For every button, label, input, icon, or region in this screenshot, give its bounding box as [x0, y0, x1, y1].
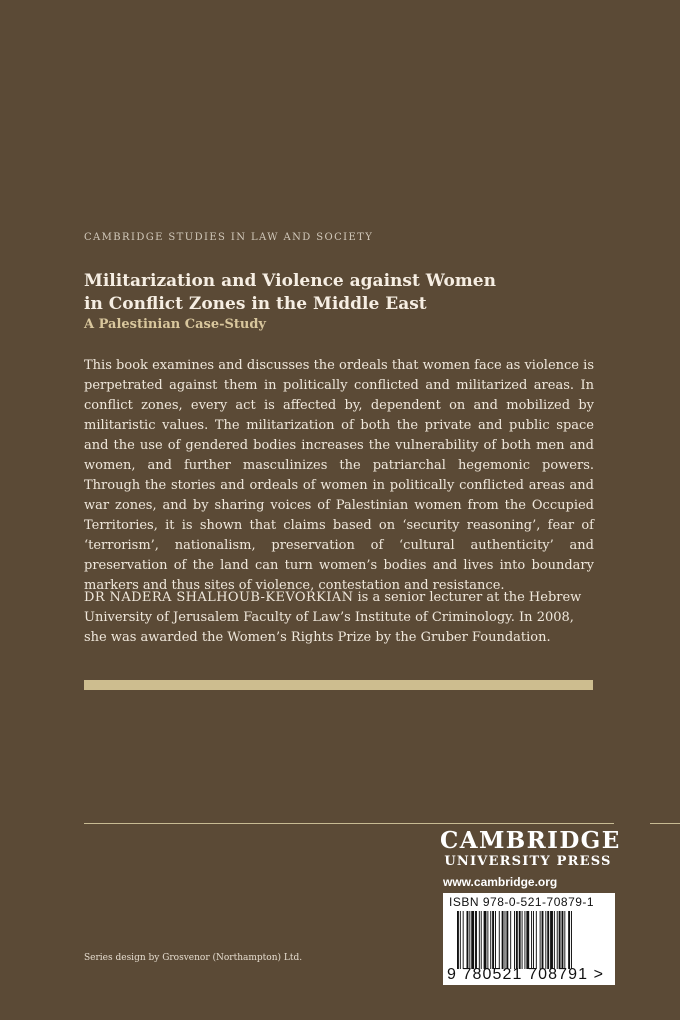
barcode-digits: 9 780521 708791 > [447, 966, 605, 983]
book-title-line-1: Militarization and Violence against Women [84, 271, 496, 291]
publisher-subname: UNIVERSITY PRESS [444, 854, 612, 869]
publisher-name: CAMBRIDGE [440, 827, 621, 854]
book-description: This book examines and discusses the ordeals that women face as violence is perpetrated against them in politically conflicted and militarized areas. In conflict zones, every act is affected by, dependent on and mobilized by militaristic values. The militarization of both the private and public space and the use of gendered bodies increases the vulnerability of both men and women, and further masculinizes the patriarchal hegemonic powers. Through the stories and ordeals of women in politically conflicted areas and war zones, and by sharing voices of Palestinian women from the Occupied Territories, it is shown that claims based on ‘security reasoning’, fear of ‘terrorism’, nationalism, preservation of ‘cultural authenticity’ and preservation of the land can turn women’s bodies and lives into boundary markers and thus sites of violence, contestation and resistance. [84, 358, 594, 593]
barcode-bars-icon [457, 911, 603, 969]
divider-rule [84, 823, 614, 824]
publisher-logo [440, 827, 621, 870]
publisher-url: www.cambridge.org [443, 875, 558, 889]
book-title-line-2: in Conflict Zones in the Middle East [84, 294, 427, 314]
author-bio-text: is a senior lecturer at the Hebrew University of Jerusalem Faculty of Law’s Institute of Criminology. In 2008, she was awarded the Women’s Rights Prize by the Gruber Foundation. [84, 590, 582, 645]
design-credit: Series design by Grosvenor (Northampton) Ltd. [84, 953, 303, 963]
divider-rule-edge [650, 823, 680, 824]
author-name: DR NADERA SHALHOUB-KEVORKIAN [84, 590, 354, 605]
book-title [84, 270, 584, 316]
accent-rule [84, 680, 593, 690]
isbn-label: ISBN 978-0-521-70879-1 [449, 895, 595, 909]
series-name: CAMBRIDGE STUDIES IN LAW AND SOCIETY [84, 232, 374, 243]
book-subtitle: A Palestinian Case-Study [84, 317, 266, 332]
author-bio [84, 588, 594, 648]
isbn-barcode [443, 893, 615, 985]
